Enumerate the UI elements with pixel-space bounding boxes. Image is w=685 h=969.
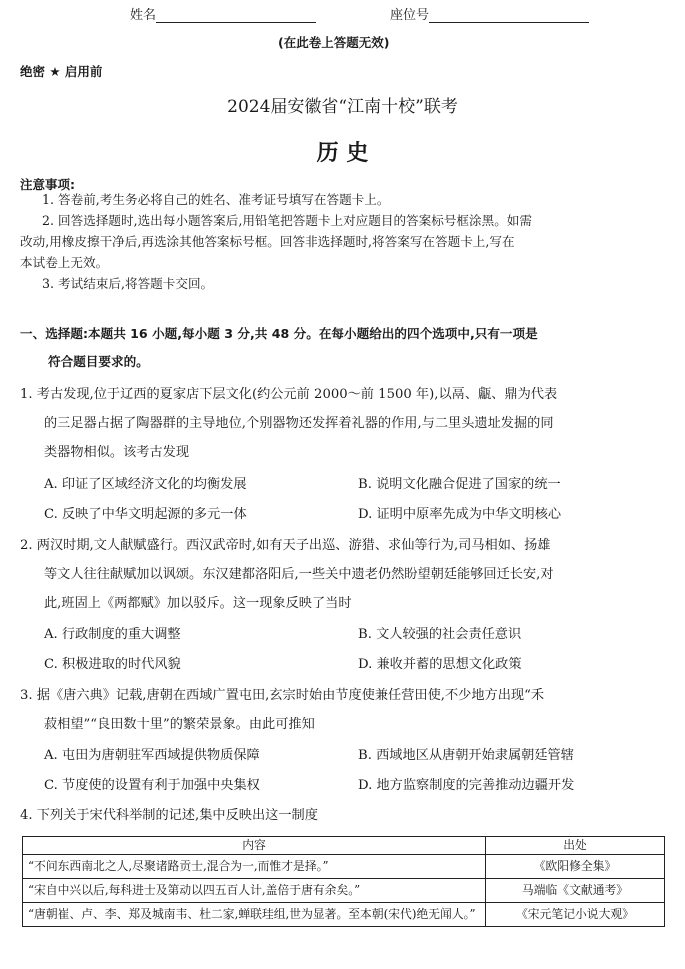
q3-option-a: A. 屯田为唐朝驻军西域提供物质保障 <box>44 748 260 763</box>
q3-stem: 菽相望”“良田数十里”的繁荣景象。由此可推知 <box>44 717 315 732</box>
seat-label: 座位号 <box>390 8 430 23</box>
q3-option-c: C. 节度使的设置有利于加强中央集权 <box>44 778 260 793</box>
table-cell-source: 《宋元笔记小说大观》 <box>486 903 665 927</box>
q2-stem: 2. 两汉时期,文人献赋盛行。西汉武帝时,如有天子出巡、游猎、求仙等行为,司马相如、扬雄 <box>20 538 551 553</box>
table-row <box>23 855 665 879</box>
seat-field <box>390 4 589 23</box>
table-cell-source: 马端临《文献通考》 <box>486 879 665 903</box>
seat-blank <box>429 8 589 23</box>
q1-stem: 1. 考古发现,位于辽西的夏家店下层文化(约公元前 2000～前 1500 年),以鬲、甗、鼎为代表 <box>20 387 558 402</box>
q3-stem: 3. 据《唐六典》记载,唐朝在西域广置屯田,玄宗时始由节度使兼任营田使,不少地方出现“禾 <box>20 688 545 703</box>
subject-title: 历 史 <box>316 140 369 166</box>
name-field <box>130 4 316 23</box>
q1-option-d: D. 证明中原率先成为中华文明核心 <box>358 507 562 522</box>
section-heading-cont: 符合题目要求的。 <box>48 354 149 369</box>
q2-option-a: A. 行政制度的重大调整 <box>44 627 181 642</box>
q2-option-b: B. 文人较强的社会责任意识 <box>358 627 522 642</box>
table-cell-content: “宋自中兴以后,每科进士及第动以四五百人计,盖倍于唐有余矣。” <box>23 879 486 903</box>
table-header-content: 内容 <box>23 837 486 855</box>
q1-option-b: B. 说明文化融合促进了国家的统一 <box>358 477 561 492</box>
q2-stem: 等文人往往献赋加以讽颂。东汉建都洛阳后,一些关中遗老仍然盼望朝廷能够回迁长安,对 <box>44 567 554 582</box>
secret-mark: 绝密 ★ 启用前 <box>20 64 103 79</box>
note-line: 本试卷上无效。 <box>20 255 109 270</box>
q1-option-a: A. 印证了区域经济文化的均衡发展 <box>44 477 247 492</box>
note-line: 改动,用橡皮擦干净后,再选涂其他答案标号框。回答非选择题时,将答案写在答题卡上,写在 <box>20 234 515 249</box>
q3-option-b: B. 西域地区从唐朝开始隶属朝廷管辖 <box>358 748 574 763</box>
note-line: 1. 答卷前,考生务必将自己的姓名、准考证号填写在答题卡上。 <box>42 192 390 207</box>
q3-option-d: D. 地方监察制度的完善推动边疆开发 <box>358 778 575 793</box>
table-row <box>23 879 665 903</box>
q2-option-c: C. 积极进取的时代风貌 <box>44 657 181 672</box>
q1-stem: 类器物相似。该考古发现 <box>44 445 190 460</box>
q4-stem: 4. 下列关于宋代科举制的记述,集中反映出这一制度 <box>20 808 318 823</box>
note-line: 2. 回答选择题时,选出每小题答案后,用铅笔把答题卡上对应题目的答案标号框涂黑。如需 <box>42 213 532 228</box>
q1-stem: 的三足器占据了陶器群的主导地位,个别器物还发挥着礼器的作用,与二里头遗址发掘的同 <box>44 416 554 431</box>
name-label: 姓名 <box>130 8 157 23</box>
q4-source-table <box>22 836 665 927</box>
exam-title: 2024届安徽省“江南十校”联考 <box>227 97 458 117</box>
invalid-note: (在此卷上答题无效) <box>278 35 390 50</box>
notes-heading: 注意事项: <box>20 177 75 192</box>
name-blank <box>156 8 316 23</box>
table-row <box>23 903 665 927</box>
table-header-row <box>23 837 665 855</box>
table-cell-content: “唐朝崔、卢、李、郑及城南韦、杜二家,蝉联珪组,世为显著。至本朝(宋代)绝无闻人。” <box>23 903 486 927</box>
note-line: 3. 考试结束后,将答题卡交回。 <box>42 276 214 291</box>
section-heading: 一、选择题:本题共 16 小题,每小题 3 分,共 48 分。在每小题给出的四个选项中,只有一项是 <box>20 326 538 341</box>
table-cell-source: 《欧阳修全集》 <box>486 855 665 879</box>
q2-stem: 此,班固上《两都赋》加以驳斥。这一现象反映了当时 <box>44 596 352 611</box>
q1-option-c: C. 反映了中华文明起源的多元一体 <box>44 507 247 522</box>
table-cell-content: “不问东西南北之人,尽聚诸路贡士,混合为一,而惟才是择。” <box>23 855 486 879</box>
table-header-source: 出处 <box>486 837 665 855</box>
q2-option-d: D. 兼收并蓄的思想文化政策 <box>358 657 522 672</box>
